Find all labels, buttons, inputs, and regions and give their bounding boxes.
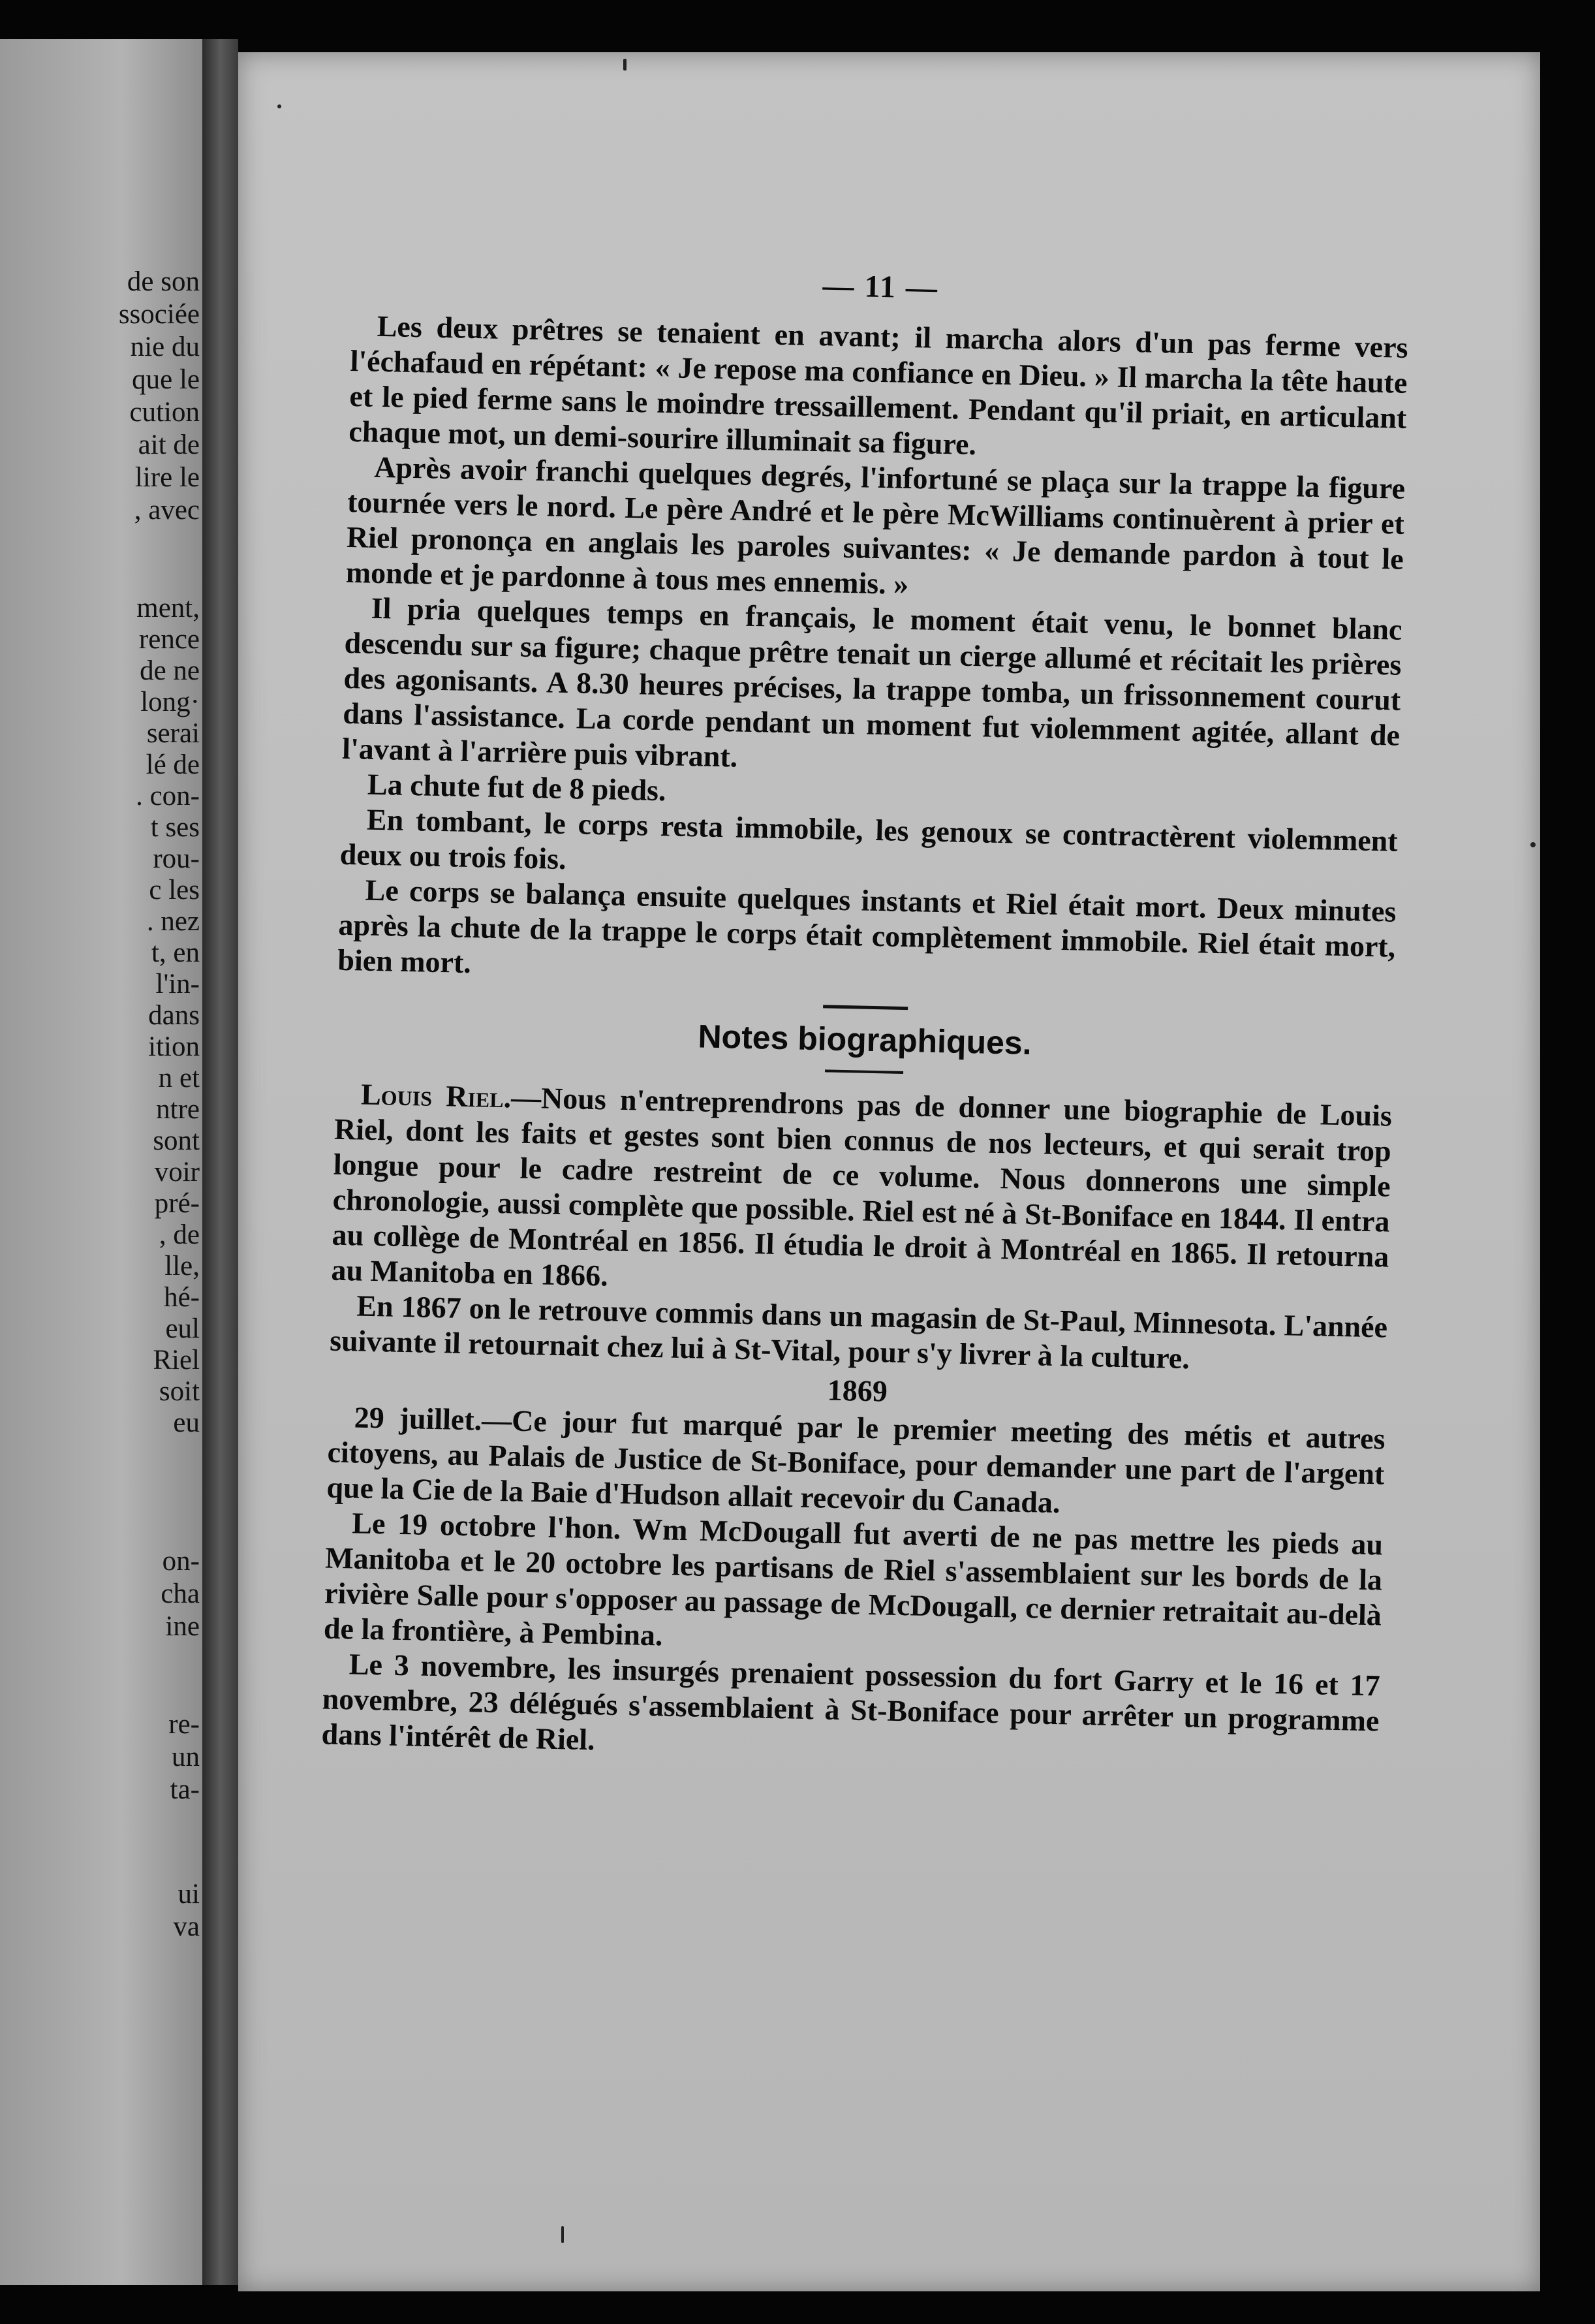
left-page-fragment: eul [165, 1313, 200, 1344]
left-page-fragment: re- [168, 1709, 200, 1740]
paragraph: Il pria quelques temps en français, le moment était venu, le bonnet blanc descendu sur sa figure; chaque prêtre tenait un cierge allumé et récitait les prières des agonisants. A 8.30 heures précises, la trappe tomba, un frissonnement courut dans l'assistance. La corde pendant un moment fut violemment agitée, allant de l'avant à l'arrière puis vibrant. [341, 591, 1402, 774]
left-page-fragment: voir [154, 1157, 200, 1187]
left-page-fragment: eu [173, 1407, 200, 1438]
left-page-fragment: sont [153, 1125, 200, 1156]
left-page-fragment: un [172, 1742, 200, 1772]
paragraph: Le 19 octobre l'hon. Wm McDougall fut averti de ne pas mettre les pieds au Manitoba et le 20 octobre les partisans de Riel s'assemblaient sur les bords de la rivière Salle pour s'opposer au passage de McDougall, ce dernier retraitait au-delà de la frontière, à Pembina. [323, 1506, 1384, 1652]
paragraph: En tombant, le corps resta immobile, les genoux se contractèrent violemment deux ou trois fois. [339, 802, 1399, 876]
speck [1530, 842, 1536, 847]
left-page-fragment: , avec [134, 495, 200, 526]
book-gutter [202, 39, 238, 2285]
left-page-fragment: rou- [153, 843, 200, 874]
left-page-fragment: que le [132, 364, 200, 395]
left-page-fragment: de son [127, 266, 200, 297]
left-page-fragment: ition [148, 1031, 200, 1062]
left-page-fragment: t ses [150, 812, 200, 843]
section-title: Notes biographiques. [697, 1018, 1032, 1062]
speck [623, 59, 627, 71]
left-page-fragment: de ne [140, 655, 200, 686]
page-number: — 11 — [822, 268, 939, 306]
left-page-fragment: t, en [151, 937, 200, 968]
bio-lead: Louis Riel. [360, 1077, 512, 1114]
left-page-fragment: . nez [146, 906, 200, 937]
paragraph: Après avoir franchi quelques degrés, l'infortuné se plaça sur la trappe la figure tournée vers le nord. Le père André et le père McWilliams continuèrent à prier et Riel prononça en anglais les paroles suivantes: « Je demande pardon à tout le monde et je pardonne à tous mes ennemis. » [345, 450, 1406, 601]
left-page-fragment: hé- [164, 1282, 200, 1313]
speck [561, 2226, 564, 2243]
left-page-fragment: ait de [138, 430, 200, 460]
left-page-fragment: ine [165, 1611, 200, 1642]
left-page-fragment: soit [159, 1376, 200, 1407]
execution-account [337, 308, 1408, 1000]
paragraph: La chute fut de 8 pieds. [367, 767, 667, 808]
left-page-fragment: ment, [136, 593, 200, 623]
paragraph: Les deux prêtres se tenaient en avant; il marcha alors d'un pas ferme vers l'échafaud en répétant: « Je repose ma confiance en Dieu. » Il marcha la tête haute et le pied ferme sans le moindre tressaillement. Pendant qu'il priait, en articulant chaque mot, un demi-sourire illuminait sa figure. [348, 309, 1409, 462]
left-page-fragment: pré- [154, 1188, 200, 1219]
left-page-fragment: . con- [136, 781, 200, 811]
left-page-fragment: cution [129, 397, 200, 428]
left-page-fragment: ntre [156, 1094, 200, 1125]
left-page-fragment: long· [140, 687, 200, 717]
left-page-fragment: on- [162, 1546, 200, 1577]
section-rule-bottom [825, 1069, 903, 1074]
year-heading: 1869 [827, 1373, 888, 1408]
left-page-fragment: serai [146, 718, 200, 749]
left-page-fragment: Riel [153, 1345, 200, 1375]
left-page-fragment: nie du [130, 332, 200, 362]
section-rule-top [823, 1005, 908, 1010]
left-page-fragment: ta- [170, 1774, 200, 1805]
paragraph: Le 3 novembre, les insurgés prenaient possession du fort Garry et le 16 et 17 novembre, 23 délégués s'assemblaient à St-Boniface pour arrêter un programme dans l'intérêt de Riel. [321, 1647, 1381, 1757]
bio-text: —Nous n'entreprendrons pas de donner une biographie de Louis Riel, dont les faits et gestes sont bien connus de nos lecteurs, et qui serait trop longue pour le cadre restreint de ce volume. Nous donnerons une simple chronologie, aussi complète que possible. Riel est né à St-Boniface en 1844. Il entra au collège de Montréal en 1856. Il étudia le droit à Montréal en 1865. Il retourna au Manitoba en 1866. [330, 1080, 1393, 1293]
left-page-edge [0, 39, 202, 2285]
left-page-fragment: rence [138, 624, 200, 655]
paragraph: En 1867 on le retrouve commis dans un magasin de St-Paul, Minnesota. L'année suivante il retournait chez lui à St-Vital, pour s'y livrer à la culture. [329, 1289, 1388, 1375]
left-page-fragment: lé de [146, 749, 200, 780]
left-page-fragment: va [173, 1911, 200, 1942]
left-page-fragment: n et [158, 1063, 200, 1093]
left-page-fragment: , de [159, 1219, 200, 1250]
speck [277, 104, 281, 108]
page-text [321, 258, 1410, 1774]
left-page-fragment: cha [161, 1578, 200, 1609]
paragraph: Le corps se balança ensuite quelques instants et Riel était mort. Deux minutes après la chute de la trappe le corps était complètement immobile. Riel était mort, bien mort. [337, 873, 1397, 980]
left-page-fragment: ui [178, 1879, 200, 1909]
left-page-fragment: lle, [164, 1251, 200, 1281]
left-page-fragment: l'in- [155, 969, 200, 999]
bio-paragraph [331, 1076, 1392, 1310]
left-page-fragment: c les [149, 875, 200, 905]
paragraph: 29 juillet.—Ce jour fut marqué par le premier meeting des métis et autres citoyens, au Palais de Justice de St-Boniface, pour demander une part de l'argent que la Cie de la Baie d'Hudson allait recevoir du Canada. [326, 1400, 1386, 1520]
left-page-fragment: dans [148, 1000, 200, 1031]
left-page-fragment: ssociée [118, 299, 200, 330]
left-page-fragment: lire le [134, 462, 200, 493]
